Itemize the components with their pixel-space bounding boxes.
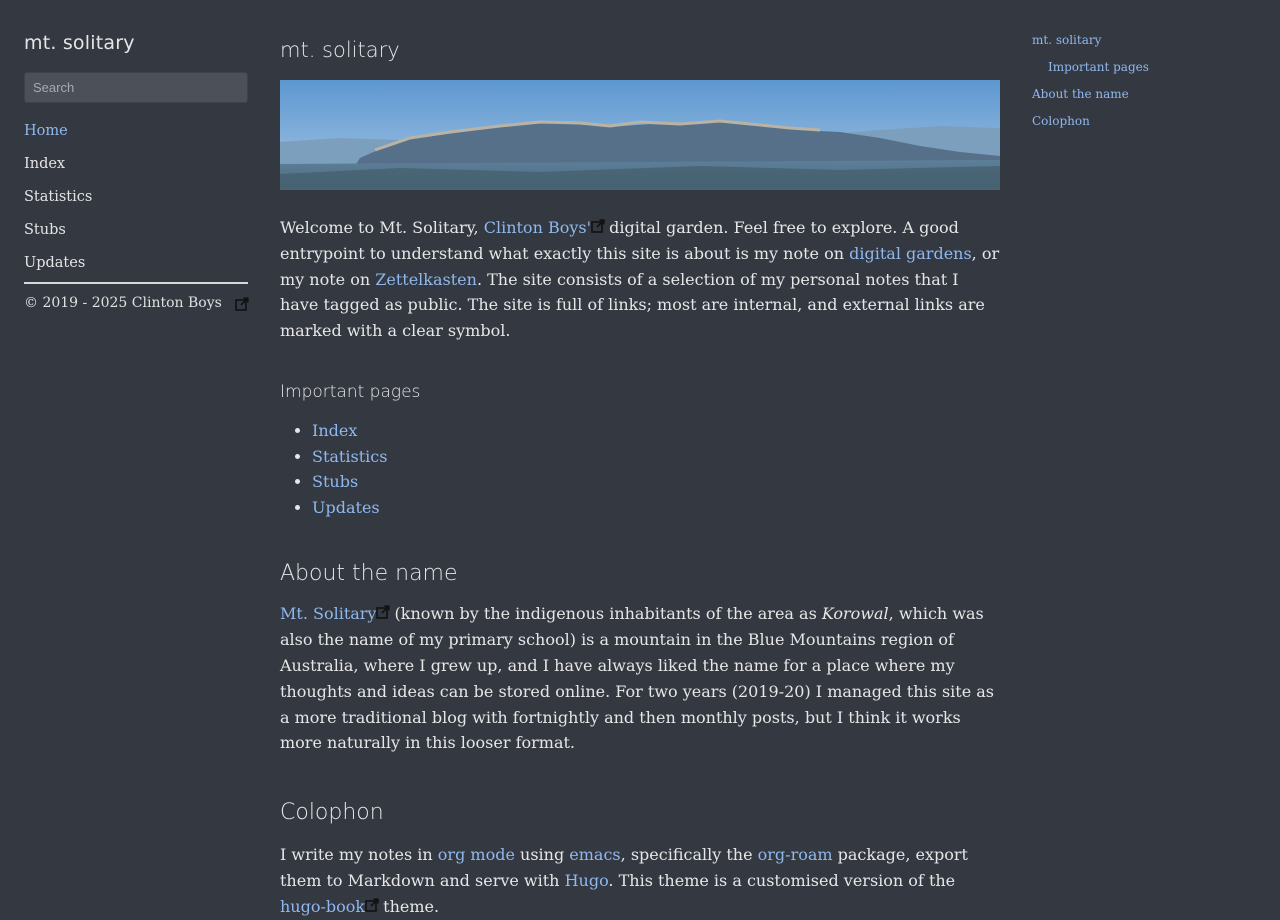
external-link-icon [365, 894, 378, 907]
important-link-statistics[interactable]: Statistics [312, 446, 388, 466]
korowal-text: Korowal [821, 604, 889, 624]
clinton-boys-link[interactable]: Clinton Boys' [483, 218, 591, 237]
important-link-index[interactable]: Index [312, 420, 358, 440]
main-content [280, 0, 1000, 920]
zettelkasten-link[interactable]: Zettelkasten [375, 269, 477, 289]
hugo-book-link[interactable]: hugo-book [280, 896, 366, 916]
external-link-icon [376, 601, 389, 614]
sidebar [24, 0, 248, 314]
hugo-link[interactable]: Hugo [564, 870, 609, 890]
sidebar-link-statistics[interactable]: Statistics [24, 189, 93, 205]
list-item [312, 495, 1000, 521]
org-mode-link[interactable]: org mode [437, 845, 515, 865]
about-heading: About the name [280, 561, 458, 587]
table-of-contents [1032, 30, 1252, 138]
list-item [312, 469, 1000, 495]
sidebar-item-index [24, 148, 248, 181]
site-title[interactable]: mt. solitary [24, 32, 135, 54]
sidebar-item-stubs [24, 214, 248, 247]
sidebar-link-stubs[interactable]: Stubs [24, 222, 66, 238]
toc-link-important-pages[interactable]: Important pages [1048, 60, 1149, 74]
sidebar-item-updates [24, 247, 248, 280]
mt-solitary-link[interactable]: Mt. Solitary [280, 604, 377, 624]
org-roam-link[interactable]: org-roam [757, 845, 833, 865]
list-item [312, 444, 1000, 470]
emacs-link[interactable]: emacs [569, 845, 621, 865]
external-link-icon [591, 215, 604, 228]
toc-link-colophon[interactable]: Colophon [1032, 114, 1090, 128]
about-paragraph [280, 601, 1000, 756]
sidebar-link-home[interactable]: Home [24, 123, 68, 139]
list-item [312, 418, 1000, 444]
colophon-text-2: using [514, 845, 570, 865]
toc-link-mt-solitary[interactable]: mt. solitary [1032, 33, 1102, 47]
intro-paragraph [280, 215, 1000, 344]
intro-text-4: . The site consists of a selection of my personal notes that I have tagged as public. The site is full of links; most are internal, and external links are marked with a clear symbol. [280, 269, 985, 341]
sidebar-nav [24, 115, 248, 280]
sidebar-link-updates[interactable]: Updates [24, 255, 86, 271]
colophon-text-3: , specifically the [620, 845, 758, 865]
intro-text-1: Welcome to Mt. Solitary, [280, 218, 484, 237]
sidebar-divider [24, 282, 248, 284]
copyright-text: © 2019 - 2025 Clinton Boys [24, 295, 222, 311]
sidebar-item-statistics [24, 181, 248, 214]
about-text-2: , which was also the name of my primary school) is a mountain in the Blue Mountains region of Australia, where I grew up, and I have always liked the name for a place where my thoughts and ideas can be stored online. For two years (2019-20) I managed this site as a more traditional blog with fortnightly and then monthly posts, but I think it works more naturally in this looser format. [280, 604, 994, 753]
sidebar-footer [24, 292, 248, 314]
sidebar-item-home [24, 115, 248, 148]
important-link-updates[interactable]: Updates [312, 497, 380, 517]
intro-text-3: , or my note on [280, 243, 1000, 289]
colophon-heading: Colophon [280, 800, 384, 826]
digital-gardens-link[interactable]: digital gardens [849, 243, 972, 263]
colophon-text-6: theme. [378, 896, 440, 916]
sidebar-link-index[interactable]: Index [24, 156, 66, 172]
banner-image [280, 80, 1000, 190]
about-text-1: (known by the indigenous inhabitants of the area as [389, 604, 822, 624]
colophon-text-5: . This theme is a customised version of the [608, 870, 956, 890]
colophon-paragraph [280, 842, 1000, 919]
page-title: mt. solitary [280, 38, 400, 62]
toc-link-about-the-name[interactable]: About the name [1032, 87, 1129, 101]
important-pages-heading: Important pages [280, 381, 421, 402]
important-link-stubs[interactable]: Stubs [312, 472, 359, 492]
colophon-text-4: package, export them to Markdown and serve with [280, 845, 968, 890]
colophon-text-1: I write my notes in [280, 845, 438, 865]
important-pages-list [280, 418, 1000, 520]
intro-text-2: digital garden. Feel free to explore. A good entrypoint to understand what exactly this site is about is my note on [280, 218, 959, 263]
search-input[interactable] [24, 72, 248, 103]
external-link-icon[interactable] [235, 297, 248, 310]
